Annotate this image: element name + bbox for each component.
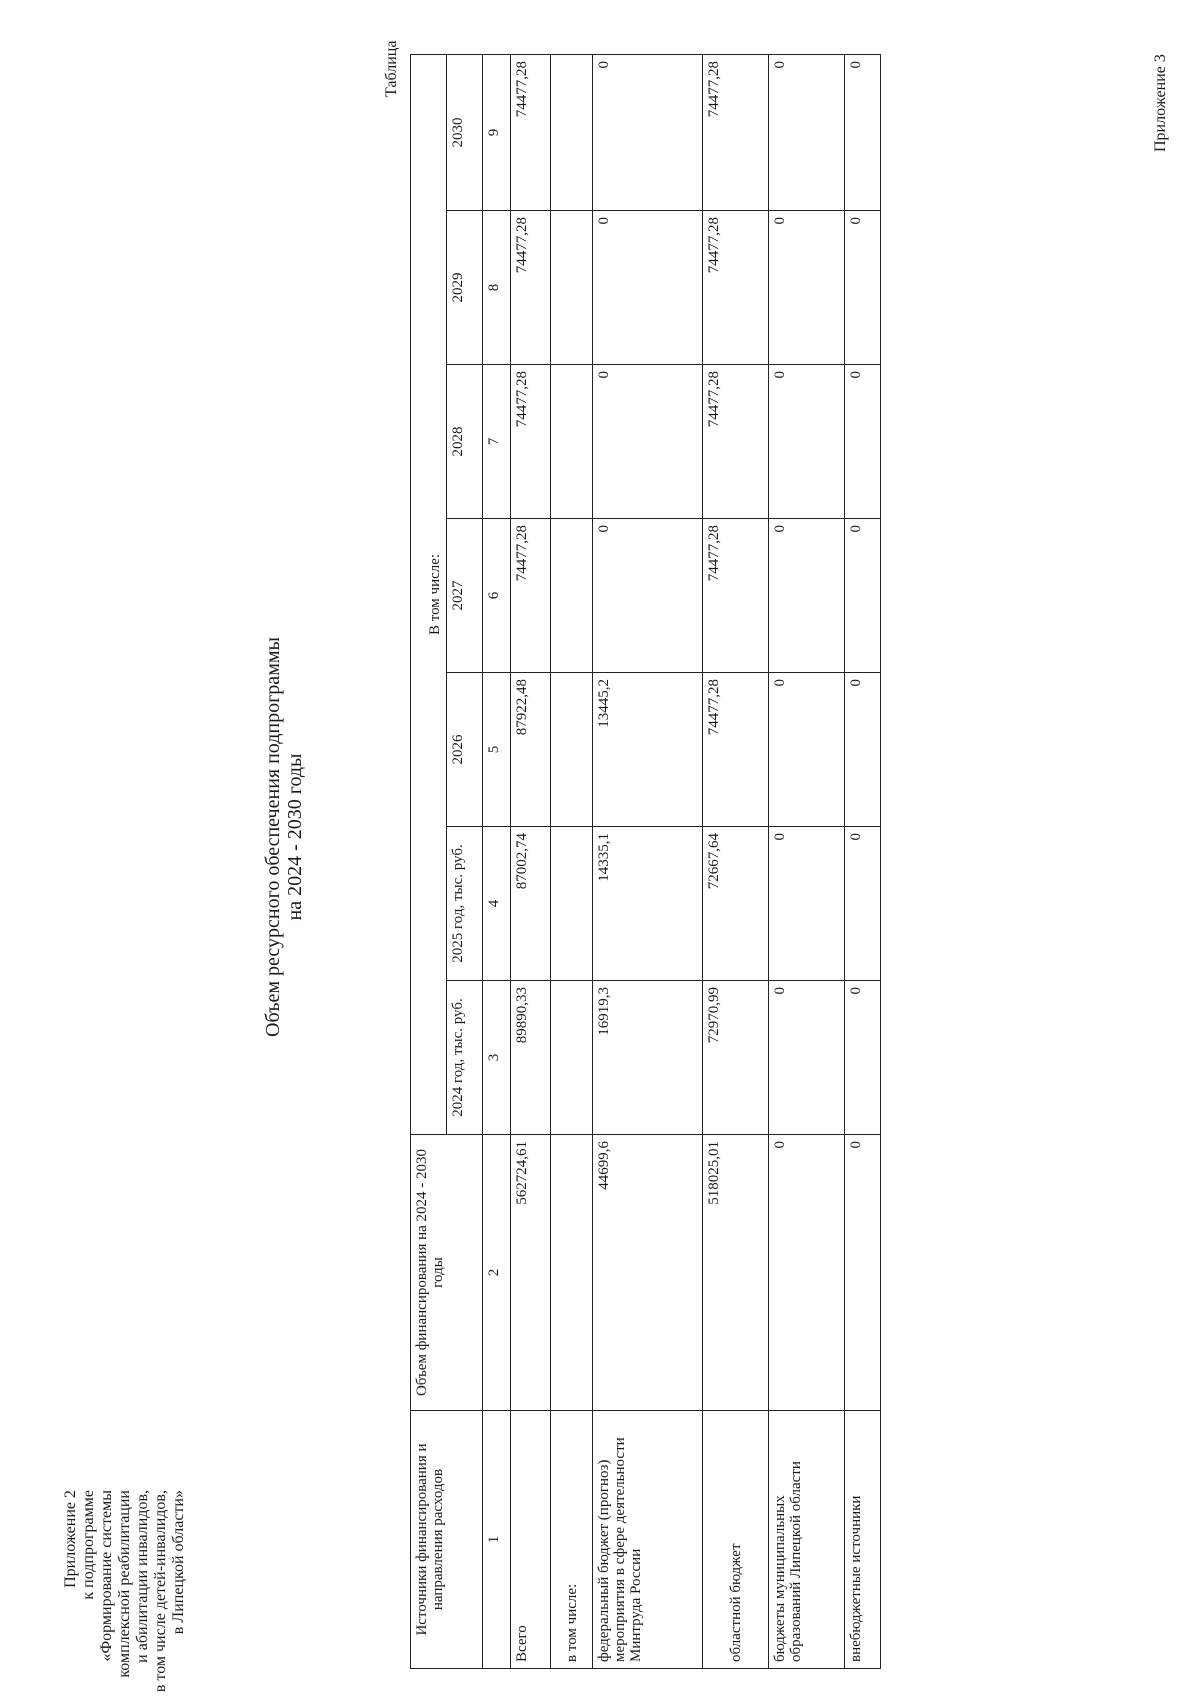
header-year: 2025 год, тыс. руб. bbox=[447, 827, 483, 981]
title-line-2: на 2024 - 2030 годы bbox=[284, 753, 306, 921]
cell-value bbox=[551, 827, 593, 981]
column-number-row bbox=[483, 54, 511, 1668]
row-label: федеральный бюджет (прогноз) мероприятия в сфере деятельности Минтруда России bbox=[593, 1411, 703, 1669]
column-number: 7 bbox=[483, 365, 511, 519]
column-number: 2 bbox=[483, 1135, 511, 1411]
cell-value: 0 bbox=[769, 519, 845, 673]
appendix-header bbox=[62, 1490, 188, 1692]
appendix-line: в том числе детей-инвалидов, bbox=[152, 1490, 169, 1693]
cell-value bbox=[551, 365, 593, 519]
row-total: 0 bbox=[769, 1135, 845, 1411]
cell-value: 74477,28 bbox=[703, 365, 769, 519]
cell-value: 72667,64 bbox=[703, 827, 769, 981]
row-total: 562724,61 bbox=[511, 1135, 551, 1411]
column-number: 5 bbox=[483, 673, 511, 827]
appendix-line: комплексной реабилитации bbox=[116, 1490, 133, 1678]
column-number: 1 bbox=[483, 1411, 511, 1669]
cell-value: 0 bbox=[593, 54, 703, 210]
cell-value: 74477,28 bbox=[511, 211, 551, 365]
header-year: 2030 bbox=[447, 54, 483, 210]
row-label: областной бюджет bbox=[703, 1411, 769, 1669]
table-row-municipal bbox=[769, 54, 845, 1668]
next-appendix-label: Приложение 3 bbox=[1152, 54, 1169, 152]
table-row-including bbox=[551, 54, 593, 1668]
appendix-line: Приложение 2 bbox=[62, 1490, 79, 1588]
cell-value: 74477,28 bbox=[703, 673, 769, 827]
cell-value: 16919,3 bbox=[593, 981, 703, 1135]
cell-value: 74477,28 bbox=[703, 54, 769, 210]
title-line-1: Объем ресурсного обеспечения подпрограммы bbox=[262, 637, 284, 1037]
cell-value bbox=[551, 981, 593, 1135]
column-number: 8 bbox=[483, 211, 511, 365]
cell-value: 74477,28 bbox=[511, 519, 551, 673]
row-total: 44699,6 bbox=[593, 1135, 703, 1411]
cell-value bbox=[551, 211, 593, 365]
row-label: бюджеты муниципальных образований Липецкой области bbox=[769, 1411, 845, 1669]
row-label: в том числе: bbox=[551, 1411, 593, 1669]
cell-value: 87002,74 bbox=[511, 827, 551, 981]
row-label: внебюджетные источники bbox=[845, 1411, 881, 1669]
column-number: 4 bbox=[483, 827, 511, 981]
cell-value: 0 bbox=[769, 211, 845, 365]
table-row-extrabudgetary bbox=[845, 54, 881, 1668]
cell-value: 74477,28 bbox=[511, 54, 551, 210]
cell-value: 74477,28 bbox=[703, 211, 769, 365]
cell-value: 0 bbox=[593, 519, 703, 673]
table-row-total bbox=[511, 54, 551, 1668]
header-year: 2028 bbox=[447, 365, 483, 519]
cell-value: 0 bbox=[769, 827, 845, 981]
cell-value bbox=[551, 54, 593, 210]
column-number: 3 bbox=[483, 981, 511, 1135]
row-total bbox=[551, 1135, 593, 1411]
appendix-line: в Липецкой области» bbox=[170, 1490, 187, 1635]
table-row-regional bbox=[703, 54, 769, 1668]
row-total: 518025,01 bbox=[703, 1135, 769, 1411]
header-including: В том числе: bbox=[411, 54, 447, 1134]
header-year: 2029 bbox=[447, 211, 483, 365]
header-sources: Источники финансирования и направления расходов bbox=[411, 1411, 483, 1669]
header-year: 2027 bbox=[447, 519, 483, 673]
funding-table bbox=[410, 54, 881, 1669]
cell-value: 0 bbox=[845, 519, 881, 673]
cell-value: 89890,33 bbox=[511, 981, 551, 1135]
header-year: 2024 год, тыс. руб. bbox=[447, 981, 483, 1135]
cell-value: 0 bbox=[845, 981, 881, 1135]
cell-value: 0 bbox=[769, 981, 845, 1135]
cell-value: 0 bbox=[593, 365, 703, 519]
appendix-line: к подпрограмме bbox=[80, 1490, 97, 1600]
appendix-line: «Формирование системы bbox=[98, 1490, 115, 1662]
document-title bbox=[262, 447, 306, 1227]
table-row-federal bbox=[593, 54, 703, 1668]
cell-value: 0 bbox=[845, 211, 881, 365]
table-label: Таблица bbox=[383, 40, 400, 97]
cell-value bbox=[551, 673, 593, 827]
cell-value: 72970,99 bbox=[703, 981, 769, 1135]
appendix-line: и абилитации инвалидов, bbox=[134, 1490, 151, 1663]
cell-value: 0 bbox=[845, 673, 881, 827]
cell-value: 0 bbox=[845, 827, 881, 981]
header-year: 2026 bbox=[447, 673, 483, 827]
cell-value bbox=[551, 519, 593, 673]
cell-value: 74477,28 bbox=[703, 519, 769, 673]
cell-value: 14335,1 bbox=[593, 827, 703, 981]
cell-value: 0 bbox=[769, 365, 845, 519]
row-label: Всего bbox=[511, 1411, 551, 1669]
header-row-1 bbox=[411, 54, 447, 1668]
cell-value: 0 bbox=[845, 365, 881, 519]
cell-value: 74477,28 bbox=[511, 365, 551, 519]
cell-value: 13445,2 bbox=[593, 673, 703, 827]
cell-value: 87922,48 bbox=[511, 673, 551, 827]
cell-value: 0 bbox=[593, 211, 703, 365]
cell-value: 0 bbox=[845, 54, 881, 210]
header-total-volume: Объем финансирования на 2024 - 2030 годы bbox=[411, 1135, 483, 1411]
row-total: 0 bbox=[845, 1135, 881, 1411]
column-number: 6 bbox=[483, 519, 511, 673]
cell-value: 0 bbox=[769, 54, 845, 210]
cell-value: 0 bbox=[769, 673, 845, 827]
column-number: 9 bbox=[483, 54, 511, 210]
